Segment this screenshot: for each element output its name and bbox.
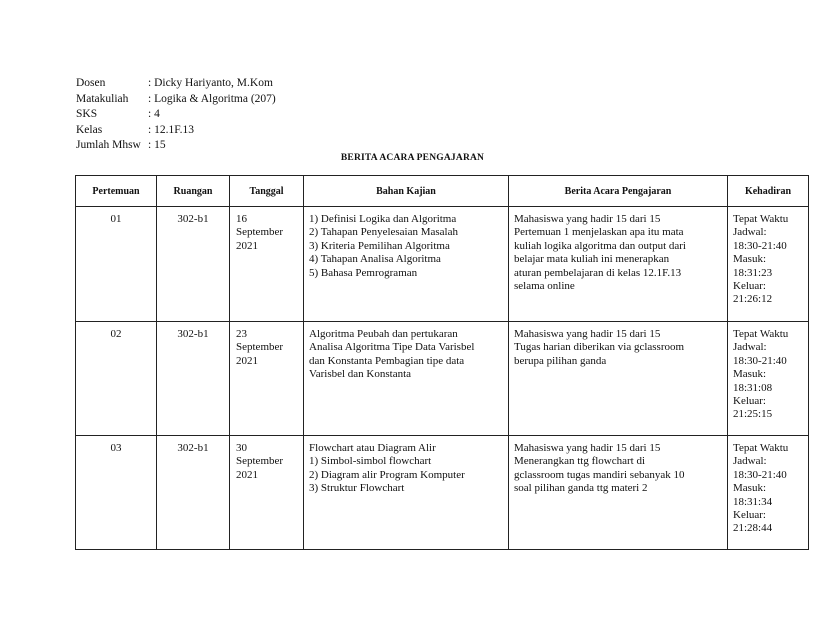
text-line: 2021 <box>236 239 258 252</box>
text-line: Masuk: <box>733 482 766 495</box>
info-label: Kelas <box>76 123 103 136</box>
text-line: Tepat Waktu <box>733 213 789 225</box>
cell-ruangan: 302-b1 <box>157 207 230 322</box>
text-line: Keluar: <box>733 280 766 293</box>
text-line: 5) Bahasa Pemrograman <box>309 266 418 279</box>
cell-berita-acara <box>509 207 728 322</box>
cell-kehadiran <box>728 322 809 436</box>
text-line: September <box>236 226 284 239</box>
info-row-matakuliah <box>76 92 276 108</box>
cell-pertemuan: 01 <box>76 207 157 322</box>
cell-berita-acara <box>509 436 728 550</box>
text-line: 21:28:44 <box>733 522 773 535</box>
cell-ruangan: 302-b1 <box>157 436 230 550</box>
text-line: 2) Diagram alir Program Komputer <box>309 468 465 481</box>
text-line: dan Konstanta Pembagian tipe data <box>309 354 465 367</box>
info-value: : Dicky Hariyanto, M.Kom <box>148 77 273 89</box>
cell-ruangan: 302-b1 <box>157 322 230 436</box>
text-line: 21:26:12 <box>733 293 773 306</box>
text-line: 21:25:15 <box>733 408 773 421</box>
column-header-tanggal: Tanggal <box>230 176 304 207</box>
text-line: aturan pembelajaran di kelas 12.1F.13 <box>514 266 682 279</box>
info-value: : 15 <box>148 139 166 151</box>
text-line: berupa pilihan ganda <box>514 354 607 367</box>
column-header-kehadiran: Kehadiran <box>728 176 809 207</box>
text-line: Flowchart atau Diagram Alir <box>309 442 436 454</box>
text-line: 2) Tahapan Penyelesaian Masalah <box>309 226 458 239</box>
cell-tanggal <box>230 207 304 322</box>
column-header-bahan-kajian: Bahan Kajian <box>304 176 509 207</box>
cell-kehadiran <box>728 207 809 322</box>
cell-bahan-kajian <box>304 436 509 550</box>
text-line: 1) Definisi Logika dan Algoritma <box>309 213 457 225</box>
info-label: SKS <box>76 108 98 120</box>
cell-bahan-kajian <box>304 322 509 436</box>
cell-pertemuan: 02 <box>76 322 157 436</box>
text-line: Tugas harian diberikan via gclassroom <box>514 341 685 354</box>
text-line: Tepat Waktu <box>733 442 789 454</box>
info-value: : Logika & Algoritma (207) <box>148 92 276 105</box>
text-line: Keluar: <box>733 395 766 408</box>
text-line: 18:30-21:40 <box>733 468 787 481</box>
text-line: 18:30-21:40 <box>733 239 787 252</box>
info-value: : 4 <box>148 108 160 120</box>
text-line: 2021 <box>236 354 258 367</box>
teaching-report-table <box>75 175 809 550</box>
info-value: : 12.1F.13 <box>148 123 195 136</box>
text-line: 2021 <box>236 468 258 481</box>
text-line: Mahasiswa yang hadir 15 dari 15 <box>514 442 661 454</box>
text-line: 18:30-21:40 <box>733 354 787 367</box>
text-line: Jadwal: <box>733 455 767 468</box>
column-header-berita-acara: Berita Acara Pengajaran <box>509 176 728 207</box>
text-line: 1) Simbol-simbol flowchart <box>309 455 432 468</box>
text-line: Keluar: <box>733 509 766 522</box>
text-line: Pertemuan 1 menjelaskan apa itu mata <box>514 226 684 239</box>
info-row-sks <box>76 107 276 123</box>
info-row-kelas <box>76 123 276 139</box>
text-line: Varisbel dan Konstanta <box>309 368 412 381</box>
text-line: 16 <box>236 213 247 225</box>
text-line: September <box>236 341 284 354</box>
table-row <box>76 207 809 322</box>
document-title: BERITA ACARA PENGAJARAN <box>340 153 485 163</box>
text-line: Masuk: <box>733 253 766 266</box>
text-line: Menerangkan ttg flowchart di <box>514 455 646 468</box>
cell-pertemuan: 03 <box>76 436 157 550</box>
text-line: 3) Kriteria Pemilihan Algoritma <box>309 239 450 252</box>
text-line: 4) Tahapan Analisa Algoritma <box>309 253 441 266</box>
text-line: Mahasiswa yang hadir 15 dari 15 <box>514 213 661 225</box>
text-line: Jadwal: <box>733 341 767 354</box>
course-info <box>76 76 276 154</box>
text-line: September <box>236 455 284 468</box>
info-label: Dosen <box>76 77 106 89</box>
text-line: 30 <box>236 442 247 454</box>
text-line: 18:31:34 <box>733 495 773 508</box>
cell-bahan-kajian <box>304 207 509 322</box>
text-line: 18:31:23 <box>733 266 773 279</box>
cell-berita-acara <box>509 322 728 436</box>
column-header-ruangan: Ruangan <box>157 176 230 207</box>
cell-tanggal <box>230 436 304 550</box>
column-header-pertemuan: Pertemuan <box>76 176 157 207</box>
text-line: 3) Struktur Flowchart <box>309 482 405 495</box>
text-line: Masuk: <box>733 368 766 381</box>
info-row-dosen <box>76 76 276 92</box>
text-line: 23 <box>236 328 247 340</box>
text-line: soal pilihan ganda ttg materi 2 <box>514 482 648 495</box>
table-header-row <box>76 176 809 207</box>
text-line: Jadwal: <box>733 226 767 239</box>
table-row <box>76 322 809 436</box>
text-line: Analisa Algoritma Tipe Data Varisbel <box>309 341 475 354</box>
text-line: Tepat Waktu <box>733 328 789 340</box>
text-line: selama online <box>514 280 575 293</box>
info-row-jumlah-mhsw <box>76 138 276 154</box>
text-line: gclassroom tugas mandiri sebanyak 10 <box>514 468 685 481</box>
table-row <box>76 436 809 550</box>
info-label: Matakuliah <box>76 92 129 105</box>
text-line: Algoritma Peubah dan pertukaran <box>309 328 458 340</box>
info-label: Jumlah Mhsw <box>76 139 141 151</box>
cell-kehadiran <box>728 436 809 550</box>
text-line: kuliah logika algoritma dan output dari <box>514 239 686 252</box>
text-line: belajar mata kuliah ini menerapkan <box>514 253 670 266</box>
cell-tanggal <box>230 322 304 436</box>
text-line: 18:31:08 <box>733 381 773 394</box>
text-line: Mahasiswa yang hadir 15 dari 15 <box>514 328 661 340</box>
